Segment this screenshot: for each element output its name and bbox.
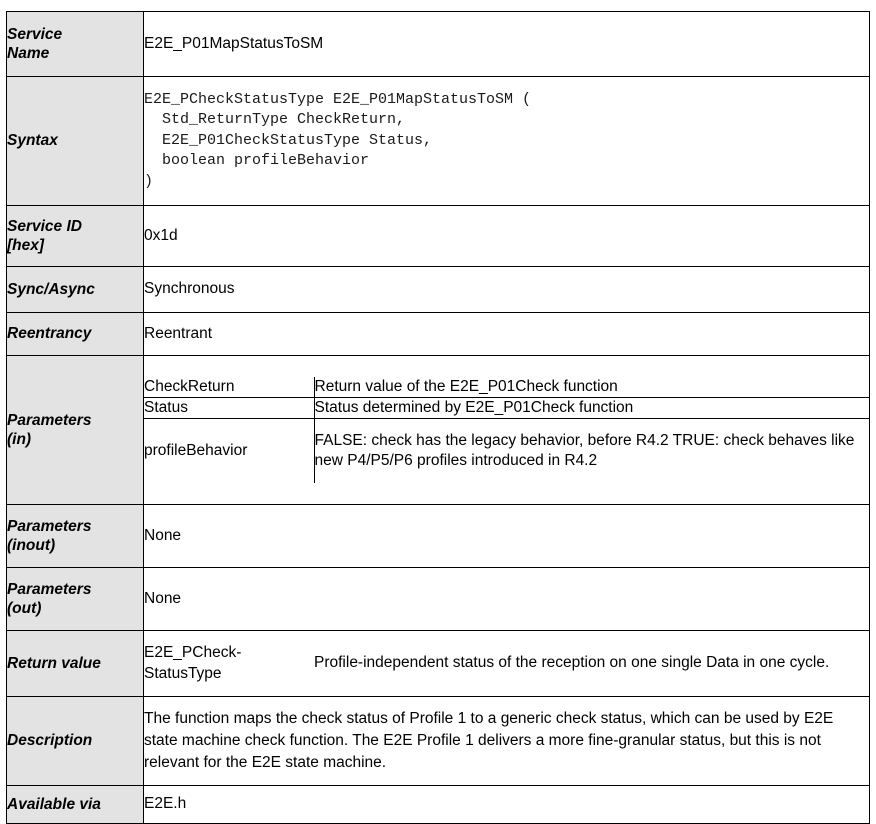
parameter-description: FALSE: check has the legacy behavior, before R4.2 TRUE: check behaves like new P4/P5/P6 profiles introduced in R4.2 (314, 419, 869, 484)
return-type-line1: E2E_PCheck- (144, 644, 242, 662)
label-text-service-id-line1: Service ID (7, 217, 82, 235)
parameters-in-subtable (144, 377, 869, 483)
syntax-code-block: E2E_PCheckStatusType E2E_P01MapStatusToSM ( Std_ReturnType CheckReturn, E2E_P01CheckStatusType Status, boolean profileBehavior ) (144, 91, 532, 190)
table-row (144, 377, 869, 398)
label-text-parameters-in-line2: (in) (7, 431, 32, 448)
label-text-parameters-inout-line1: Parameters (7, 517, 92, 535)
label-text-sync-async: Sync/Async (7, 280, 95, 298)
table-row-parameters-out (7, 568, 870, 631)
row-value-parameters-out: None (144, 568, 870, 631)
row-value-parameters-inout: None (144, 505, 870, 568)
service-specification-table (6, 11, 870, 824)
label-text-parameters-out-line2: (out) (7, 600, 42, 617)
label-text-available-via: Available via (7, 795, 101, 813)
row-label-parameters-in (7, 356, 144, 505)
row-label-service-name (7, 12, 144, 77)
row-value-return-value (144, 631, 870, 697)
row-value-description: The function maps the check status of Profile 1 to a generic check status, which can be used by E2E state machine check function. The E2E Profile 1 delivers a more fine-granular status, but this is not relevant for the E2E state machine. (144, 697, 870, 786)
table-row-syntax (7, 77, 870, 206)
row-label-parameters-out (7, 568, 144, 631)
parameter-description: Return value of the E2E_P01Check function (314, 377, 869, 398)
return-type (144, 632, 314, 695)
table-row-sync-async (7, 267, 870, 313)
row-value-parameters-in (144, 356, 870, 505)
return-description: Profile-independent status of the reception on one single Data in one cycle. (314, 632, 869, 695)
label-text-parameters-inout-line2: (inout) (7, 537, 56, 554)
row-value-service-id: 0x1d (144, 206, 870, 267)
table-row-service-id (7, 206, 870, 267)
return-value-subtable (144, 632, 869, 695)
label-text-return-value: Return value (7, 654, 101, 672)
label-text-parameters-out-line1: Parameters (7, 580, 92, 598)
parameter-name: CheckReturn (144, 377, 314, 398)
row-label-parameters-inout (7, 505, 144, 568)
row-label-service-id (7, 206, 144, 267)
table-row-return-value (7, 631, 870, 697)
parameter-name: Status (144, 398, 314, 419)
table-row-available-via (7, 786, 870, 824)
row-label-description (7, 697, 144, 786)
table-row-parameters-inout (7, 505, 870, 568)
table-row-reentrancy (7, 313, 870, 356)
table-row-description (7, 697, 870, 786)
row-label-syntax (7, 77, 144, 206)
table-row (144, 419, 869, 484)
row-value-syntax (144, 77, 870, 206)
label-text-service-line1: Service (7, 25, 63, 43)
label-text-parameters-in-line1: Parameters (7, 411, 92, 429)
label-text-reentrancy: Reentrancy (7, 325, 92, 343)
row-value-available-via: E2E.h (144, 786, 870, 824)
row-label-sync-async (7, 267, 144, 313)
row-label-reentrancy (7, 313, 144, 356)
table-row-parameters-in (7, 356, 870, 505)
row-value-service-name: E2E_P01MapStatusToSM (144, 12, 870, 77)
row-label-available-via (7, 786, 144, 824)
parameter-description: Status determined by E2E_P01Check function (314, 398, 869, 419)
label-text-service-id-line2: [hex] (7, 237, 45, 254)
table-row-service-name (7, 12, 870, 77)
parameter-name: profileBehavior (144, 419, 314, 484)
label-text-syntax: Syntax (7, 132, 58, 150)
table-row (144, 398, 869, 419)
table-row (144, 632, 869, 695)
label-text-service-line2: Name (7, 45, 50, 62)
label-text-description: Description (7, 732, 93, 750)
row-value-sync-async: Synchronous (144, 267, 870, 313)
return-type-line2: StatusType (144, 664, 222, 682)
row-value-reentrancy: Reentrant (144, 313, 870, 356)
row-label-return-value (7, 631, 144, 697)
